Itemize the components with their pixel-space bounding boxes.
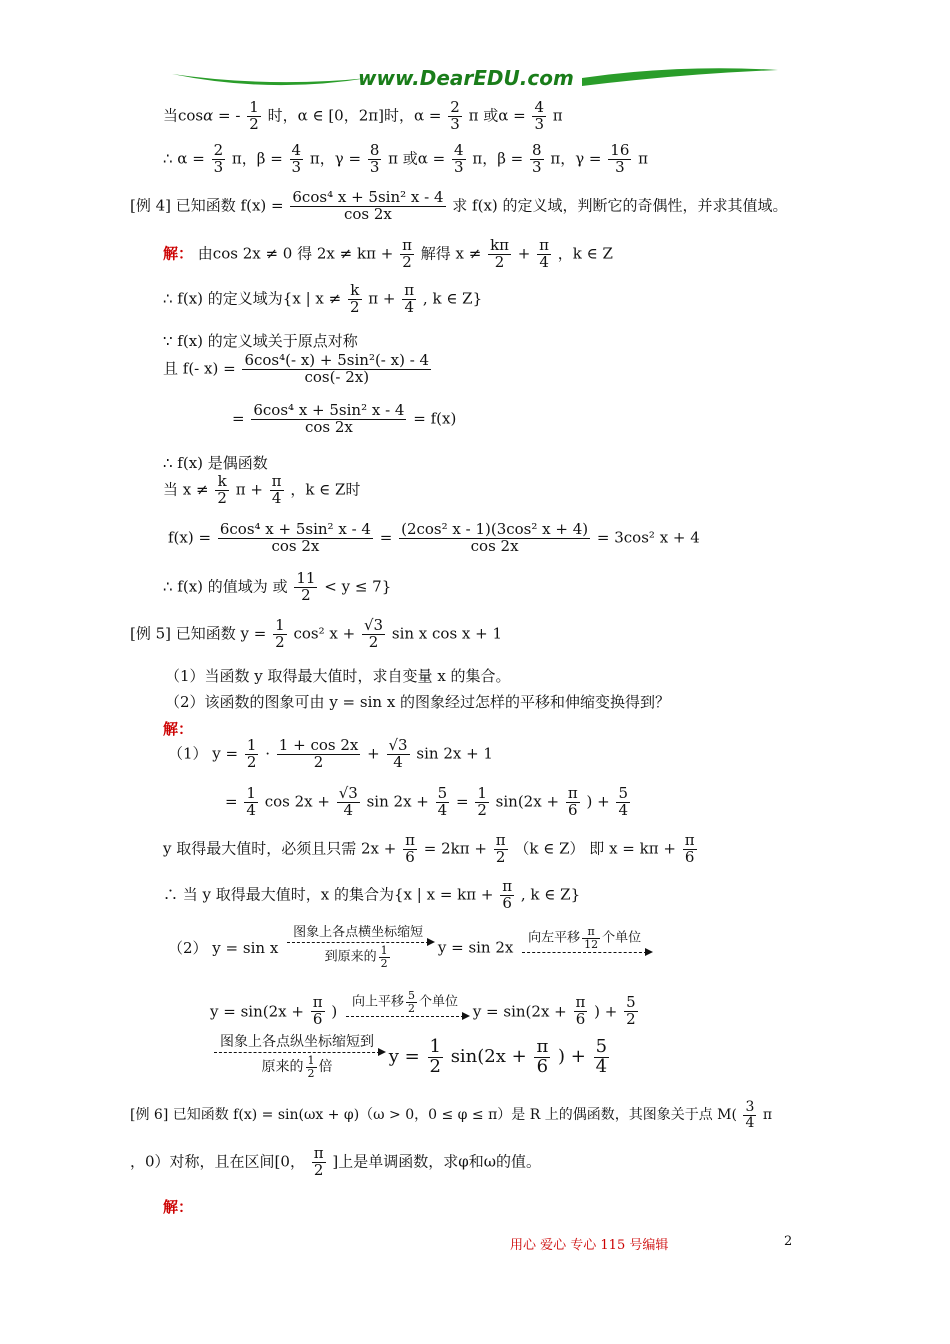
- fraction: $\frac{k}{2}$: [349, 281, 360, 316]
- text: π，β =: [231, 149, 283, 168]
- line-cos-alpha: [163, 100, 563, 133]
- fraction: $\frac{8}{3}$: [369, 141, 380, 176]
- fraction: $\frac{√3}{4}$: [388, 736, 408, 771]
- text: sin 2x +: [366, 792, 429, 811]
- solution-step-1: [163, 238, 613, 271]
- arrow-label: 向左平移 $\frac{\pi}{12}$ 个单位: [528, 925, 642, 951]
- text: ·: [265, 744, 271, 763]
- fraction: $\frac{√3}{4}$: [338, 784, 358, 819]
- solution-step-2: [163, 283, 482, 316]
- text: [例 4] 已知函数 f(x) =: [130, 196, 284, 215]
- text: ∴ f(x) 的值域为: [163, 577, 268, 596]
- text: , k ∈ Z}: [520, 885, 581, 904]
- fraction: $\frac{\pi}{6}$: [405, 831, 415, 866]
- fraction: $\frac{\pi}{6}$: [312, 993, 323, 1029]
- header-logo: [170, 64, 780, 94]
- transform-line-1: [168, 926, 651, 969]
- fraction: $\frac{\pi}{2}$: [495, 831, 506, 866]
- fraction: $\frac{\pi}{6}$: [575, 993, 586, 1029]
- arrow-label: 向上平移 $\frac{5}{2}$ 个单位: [352, 989, 459, 1015]
- fraction: $\frac{2}{3}$: [213, 141, 224, 176]
- example-5-statement: [130, 618, 502, 651]
- text: y 取得最大值时，必须且只需 2x +: [163, 839, 397, 858]
- text: cos 2x +: [264, 792, 330, 811]
- fraction: $\frac{1}{2}$: [477, 784, 487, 819]
- text: π 或α =: [468, 106, 526, 125]
- fraction: $\frac{5}{4}$: [437, 784, 448, 819]
- text: 当 x ≠: [163, 480, 209, 499]
- fraction: $\frac{\text{6cos⁴ x + 5sin² x - 4}}{\cos 2x}$: [219, 520, 371, 555]
- example-5-solution-label: 解：: [163, 720, 194, 738]
- fraction: $\frac{\pi}{6}$: [502, 877, 513, 912]
- text: 或: [272, 577, 288, 596]
- fraction: $\frac{11}{2}$: [296, 569, 316, 604]
- arrow-line: [214, 1052, 380, 1053]
- fraction: $\frac{\text{6cos⁴ x + 5sin² x - 4}}{\cos 2x}$: [292, 188, 444, 223]
- text: f(x) =: [168, 528, 212, 547]
- fraction: $\frac{3}{4}$: [745, 1099, 755, 1131]
- text: =: [379, 528, 393, 547]
- example-6-statement: [130, 1100, 772, 1130]
- arrow-label: 原来的 $\frac{1}{2}$ 倍: [261, 1054, 333, 1080]
- text: ) +: [594, 1002, 618, 1021]
- example-6-statement-cont: [130, 1146, 541, 1179]
- fraction: $\frac{4}{3}$: [534, 98, 544, 133]
- text: π，γ =: [550, 149, 602, 168]
- fraction: $\frac{\pi}{6}$: [536, 1035, 549, 1077]
- solution-step-3: ∵ f(x) 的定义域关于原点对称: [163, 332, 358, 350]
- fraction: $\frac{2}{3}$: [450, 98, 460, 133]
- text: π: [638, 149, 649, 168]
- fraction: $\frac{5}{4}$: [618, 784, 628, 819]
- fraction: $\frac{1}{2}$: [275, 616, 285, 651]
- e5-step-1: [168, 738, 493, 771]
- text: +: [367, 744, 380, 763]
- text: y = sin(2x +: [472, 1002, 567, 1021]
- arrow-line: [522, 952, 647, 953]
- arrow-line: [287, 942, 429, 943]
- example-5-question-2: （2）该函数的图象可由 y = sin x 的图象经过怎样的平移和伸缩变换得到？: [165, 693, 671, 711]
- text: =: [455, 792, 469, 811]
- text: ]上是单调函数，求φ和ω的值。: [332, 1152, 541, 1171]
- fraction: $\frac{8}{3}$: [532, 141, 542, 176]
- transform-arrow: [287, 926, 429, 969]
- text: < y ≤ 7}: [324, 577, 392, 596]
- fraction: $\frac{4}{3}$: [454, 141, 464, 176]
- line-therefore-angles: [163, 143, 648, 176]
- e5-step-3: [163, 833, 699, 866]
- transform-line-3: [210, 1035, 611, 1079]
- text: π +: [235, 480, 263, 499]
- solution-step-5: [232, 403, 456, 436]
- text: sin(2x +: [450, 1046, 527, 1068]
- text: π，γ =: [309, 149, 362, 168]
- solution-step-8: [168, 522, 700, 555]
- fraction: $\frac{16}{3}$: [610, 141, 630, 176]
- text: π: [762, 1107, 773, 1124]
- text: = 2kπ +: [423, 839, 487, 858]
- text: （k ∈ Z） 即 x = kπ +: [514, 839, 676, 858]
- text: 时，α ∈ [0，2π]时，α =: [267, 106, 442, 125]
- text: π，β =: [472, 149, 524, 168]
- arrow-spacer: [346, 1019, 464, 1033]
- swoosh-left-icon: [170, 64, 370, 94]
- solution-step-4: [163, 353, 433, 386]
- fraction: $\frac{4}{3}$: [291, 141, 302, 176]
- fraction: $\frac{\text{6cos⁴ x + 5sin² x - 4}}{\cos 2x}$: [253, 401, 405, 436]
- fraction: $\frac{1}{2}$: [249, 98, 259, 133]
- fraction: $\frac{k\pi}{2}$: [490, 236, 510, 271]
- text: , k ∈ Z}: [422, 289, 483, 308]
- text: 由cos 2x ≠ 0 得 2x ≠ kπ +: [197, 244, 394, 263]
- text: 且 f(- x) =: [163, 359, 236, 378]
- site-url: www.DearEDU.com: [358, 66, 574, 90]
- fraction: $\frac{1}{4}$: [246, 784, 256, 819]
- arrow-spacer: [522, 955, 647, 969]
- fraction: $\frac{\pi}{6}$: [684, 831, 695, 866]
- text: sin 2x + 1: [416, 744, 493, 763]
- page-number: 2: [784, 1234, 793, 1249]
- text: y = sin 2x: [437, 938, 514, 957]
- text: ∴ 当 y 取得最大值时，x 的集合为{x | x = kπ +: [163, 885, 494, 904]
- fraction: $\frac{k}{2}$: [217, 472, 227, 507]
- fraction: $\frac{\pi}{6}$: [567, 784, 578, 819]
- e5-step-4: [163, 879, 580, 912]
- fraction: $\frac{\pi}{4}$: [539, 236, 550, 271]
- fraction: $\frac{\pi}{2}$: [313, 1144, 324, 1179]
- fraction: $\frac{1}{2}$: [429, 1035, 441, 1077]
- text: sin(2x +: [495, 792, 560, 811]
- text: ∴ f(x) 的定义域为{x | x ≠: [163, 289, 342, 308]
- fraction: $\frac{\pi}{4}$: [271, 472, 282, 507]
- fraction: $\frac{\text{(2cos² x - 1)(3cos² x + 4)}}{\cos 2x}$: [401, 520, 589, 555]
- solution-step-7: [163, 474, 360, 507]
- example-6-solution-label: 解：: [163, 1198, 194, 1216]
- text: ) +: [586, 792, 610, 811]
- arrow-line: [346, 1016, 464, 1017]
- transform-arrow: [346, 990, 464, 1033]
- fraction: $\frac{\text{6cos⁴(- x) + 5sin²(- x) - 4}}{\cos(- 2x)}$: [244, 351, 430, 386]
- text: 当cos: [163, 106, 204, 125]
- footer-text: 用心 爱心 专心 115 号编辑: [510, 1238, 669, 1253]
- text: = f(x): [413, 409, 457, 428]
- text: α = -: [203, 106, 241, 125]
- fraction: $\frac{\pi}{2}$: [402, 236, 412, 271]
- text: ，k ∈ Z: [557, 244, 613, 263]
- text: π 或α =: [388, 149, 446, 168]
- solution-step-9: [163, 571, 391, 604]
- text: y = sin(2x +: [210, 1002, 304, 1021]
- text: ): [331, 1002, 338, 1021]
- arrow-label: 到原来的 $\frac{1}{2}$: [324, 944, 388, 970]
- arrow-label: 图象上各点纵坐标缩短到: [220, 1034, 374, 1050]
- text: +: [517, 244, 531, 263]
- example-4-statement: [130, 190, 788, 223]
- text: π +: [368, 289, 396, 308]
- text: = 3cos² x + 4: [596, 528, 700, 547]
- fraction: $\frac{5}{2}$: [626, 993, 636, 1029]
- transform-arrow: [522, 926, 647, 969]
- text: sin x cos x + 1: [391, 624, 503, 643]
- text: （2） y = sin x: [168, 939, 279, 958]
- text: =: [232, 409, 245, 428]
- arrow-label: 图象上各点横坐标缩短: [293, 925, 424, 940]
- e5-step-2: [225, 786, 632, 819]
- text: 求 f(x) 的定义域，判断它的奇偶性，并求其值域。: [452, 196, 788, 215]
- solution-label: 解：: [163, 244, 194, 263]
- text: ，k ∈ Z时: [290, 480, 361, 499]
- transform-arrow: [214, 1035, 380, 1079]
- example-5-question-1: （1）当函数 y 取得最大值时，求自变量 x 的集合。: [165, 667, 511, 685]
- text: ) +: [558, 1046, 586, 1068]
- text: ∴ α =: [163, 149, 205, 168]
- fraction: $\frac{\pi}{4}$: [404, 281, 415, 316]
- text: =: [225, 792, 238, 811]
- swoosh-right-icon: [580, 64, 780, 94]
- fraction: $\frac{√3}{2}$: [363, 616, 384, 651]
- text: （1） y =: [168, 744, 239, 763]
- fraction: $\frac{1}{2}$: [246, 736, 257, 771]
- text: [例 6] 已知函数 f(x) = sin(ωx + φ)（ω > 0，0 ≤ φ ≤ π）是 R 上的偶函数，其图象关于点 M(: [130, 1107, 737, 1124]
- text: ，0）对称，且在区间[0，: [130, 1152, 305, 1171]
- fraction: $\frac{1 + \cos 2x}{2}$: [278, 736, 359, 771]
- text: [例 5] 已知函数 y =: [130, 624, 267, 643]
- fraction: $\frac{5}{4}$: [595, 1035, 608, 1077]
- text: π: [552, 106, 563, 125]
- solution-step-6: ∴ f(x) 是偶函数: [163, 454, 268, 472]
- text: 解得 x ≠: [420, 244, 482, 263]
- text: y =: [388, 1046, 420, 1068]
- text: cos² x +: [293, 624, 356, 643]
- transform-line-2: [210, 990, 640, 1033]
